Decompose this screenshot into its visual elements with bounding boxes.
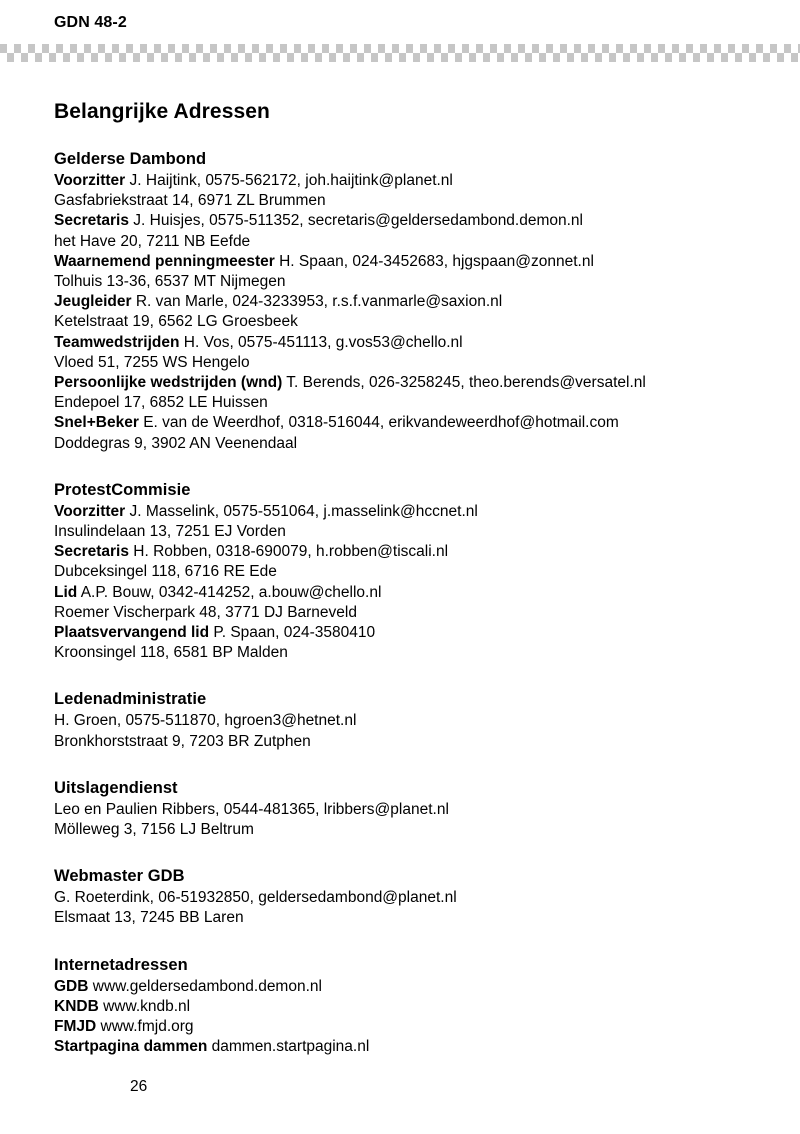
contact-role-label: Jeugleider	[54, 293, 132, 311]
contact-detail-text: A.P. Bouw, 0342-414252, a.bouw@chello.nl	[80, 583, 382, 601]
contact-role-label: Secretaris	[54, 212, 129, 230]
contact-role-label: GDB	[54, 977, 89, 995]
address-line: Mölleweg 3, 7156 LJ Beltrum	[54, 821, 254, 839]
section-title: Uitslagendienst	[54, 778, 178, 797]
contact-role-label: Voorzitter	[54, 172, 126, 189]
contact-detail-text: J. Haijtink, 0575-562172, joh.haijtink@planet.nl	[129, 172, 453, 189]
contact-role-label: Persoonlijke wedstrijden (wnd)	[54, 374, 283, 392]
contact-entry-line	[54, 292, 754, 312]
contact-entry-line	[54, 623, 754, 643]
section-title: ProtestCommisie	[54, 480, 191, 499]
address-line: Bronkhorststraat 9, 7203 BR Zutphen	[54, 732, 311, 750]
address-line: Vloed 51, 7255 WS Hengelo	[54, 353, 250, 371]
section-webmaster-gdb	[54, 867, 754, 928]
contact-detail-text: www.kndb.nl	[103, 997, 191, 1015]
contact-entry-line	[54, 333, 754, 353]
section-internetadressen	[54, 956, 754, 1058]
section-protestcommisie	[54, 481, 754, 664]
section-ledenadministratie	[54, 690, 754, 751]
section-title: Ledenadministratie	[54, 690, 207, 709]
contact-detail-text: www.fmjd.org	[100, 1018, 194, 1036]
address-line: G. Roeterdink, 06-51932850, geldersedambond@planet.nl	[54, 889, 457, 907]
section-uitslagendienst	[54, 779, 754, 840]
contact-detail-text: H. Robben, 0318-690079, h.robben@tiscali.nl	[133, 543, 449, 561]
contact-detail-text: www.geldersedambond.demon.nl	[92, 977, 322, 995]
contact-detail-text: H. Vos, 0575-451113, g.vos53@chello.nl	[183, 333, 463, 351]
contact-role-label: Waarnemend penningmeester	[54, 252, 275, 270]
address-line: het Have 20, 7211 NB Eefde	[54, 232, 251, 250]
contact-role-label: Plaatsvervangend lid	[54, 624, 210, 642]
contact-role-label: Secretaris	[54, 543, 129, 561]
checkered-rule-decoration	[0, 44, 800, 62]
section-title: Gelderse Dambond	[54, 150, 207, 168]
contact-detail-text: E. van de Weerdhof, 0318-516044, erikvandeweerdhof@hotmail.com	[143, 414, 619, 432]
contact-role-label: KNDB	[54, 997, 99, 1015]
contact-entry-line	[54, 373, 754, 393]
contact-role-label: Lid	[54, 583, 78, 601]
address-line: Roemer Vischerpark 48, 3771 DJ Barneveld	[54, 603, 357, 621]
address-line: Insulindelaan 13, 7251 EJ Vorden	[54, 523, 286, 541]
contact-entry-line	[54, 211, 754, 231]
address-line: Elsmaat 13, 7245 BB Laren	[54, 909, 244, 927]
contact-detail-text: P. Spaan, 024-3580410	[213, 624, 376, 642]
section-gelderse-dambond	[54, 150, 754, 454]
address-line: H. Groen, 0575-511870, hgroen3@hetnet.nl	[54, 712, 357, 730]
contact-role-label: Startpagina dammen	[54, 1038, 208, 1056]
address-line: Kroonsingel 118, 6581 BP Malden	[54, 644, 288, 662]
address-line: Dubceksingel 118, 6716 RE Ede	[54, 563, 277, 581]
checker-row-bottom	[0, 53, 800, 62]
contact-entry-line	[54, 977, 754, 997]
contact-entry-line	[54, 252, 754, 272]
address-line: Doddegras 9, 3902 AN Veenendaal	[54, 434, 298, 452]
running-head: GDN 48-2	[54, 14, 127, 31]
contact-detail-text: T. Berends, 026-3258245, theo.berends@versatel.nl	[286, 374, 646, 392]
address-line: Leo en Paulien Ribbers, 0544-481365, lribbers@planet.nl	[54, 800, 449, 818]
contact-entry-line	[54, 1017, 754, 1037]
contact-entry-line	[54, 1037, 754, 1057]
contact-detail-text: J. Huisjes, 0575-511352, secretaris@geldersedambond.demon.nl	[133, 212, 584, 230]
address-line: Gasfabriekstraat 14, 6971 ZL Brummen	[54, 192, 326, 210]
contact-role-label: Voorzitter	[54, 502, 126, 520]
contact-entry-line	[54, 542, 754, 562]
contact-detail-text: H. Spaan, 024-3452683, hjgspaan@zonnet.nl	[279, 252, 594, 270]
sections-container	[54, 150, 754, 1058]
section-title: Internetadressen	[54, 955, 188, 974]
address-line: Tolhuis 13-36, 6537 MT Nijmegen	[54, 273, 286, 291]
page-title: Belangrijke Adressen	[54, 100, 270, 123]
contact-role-label: FMJD	[54, 1018, 97, 1036]
section-title: Webmaster GDB	[54, 867, 185, 886]
contact-detail-text: J. Masselink, 0575-551064, j.masselink@hccnet.nl	[129, 502, 478, 520]
contact-entry-line	[54, 171, 754, 191]
contact-entry-line	[54, 502, 754, 522]
address-line: Ketelstraat 19, 6562 LG Groesbeek	[54, 313, 298, 331]
contact-entry-line	[54, 583, 754, 603]
contact-entry-line	[54, 413, 754, 433]
contact-entry-line	[54, 997, 754, 1017]
contact-role-label: Snel+Beker	[54, 414, 139, 432]
contact-role-label: Teamwedstrijden	[54, 333, 180, 351]
page-content	[54, 100, 754, 1058]
page-number: 26	[130, 1078, 148, 1095]
checker-row-top	[0, 44, 800, 53]
address-line: Endepoel 17, 6852 LE Huissen	[54, 394, 268, 412]
contact-detail-text: R. van Marle, 024-3233953, r.s.f.vanmarle@saxion.nl	[135, 293, 503, 311]
contact-detail-text: dammen.startpagina.nl	[211, 1038, 370, 1056]
